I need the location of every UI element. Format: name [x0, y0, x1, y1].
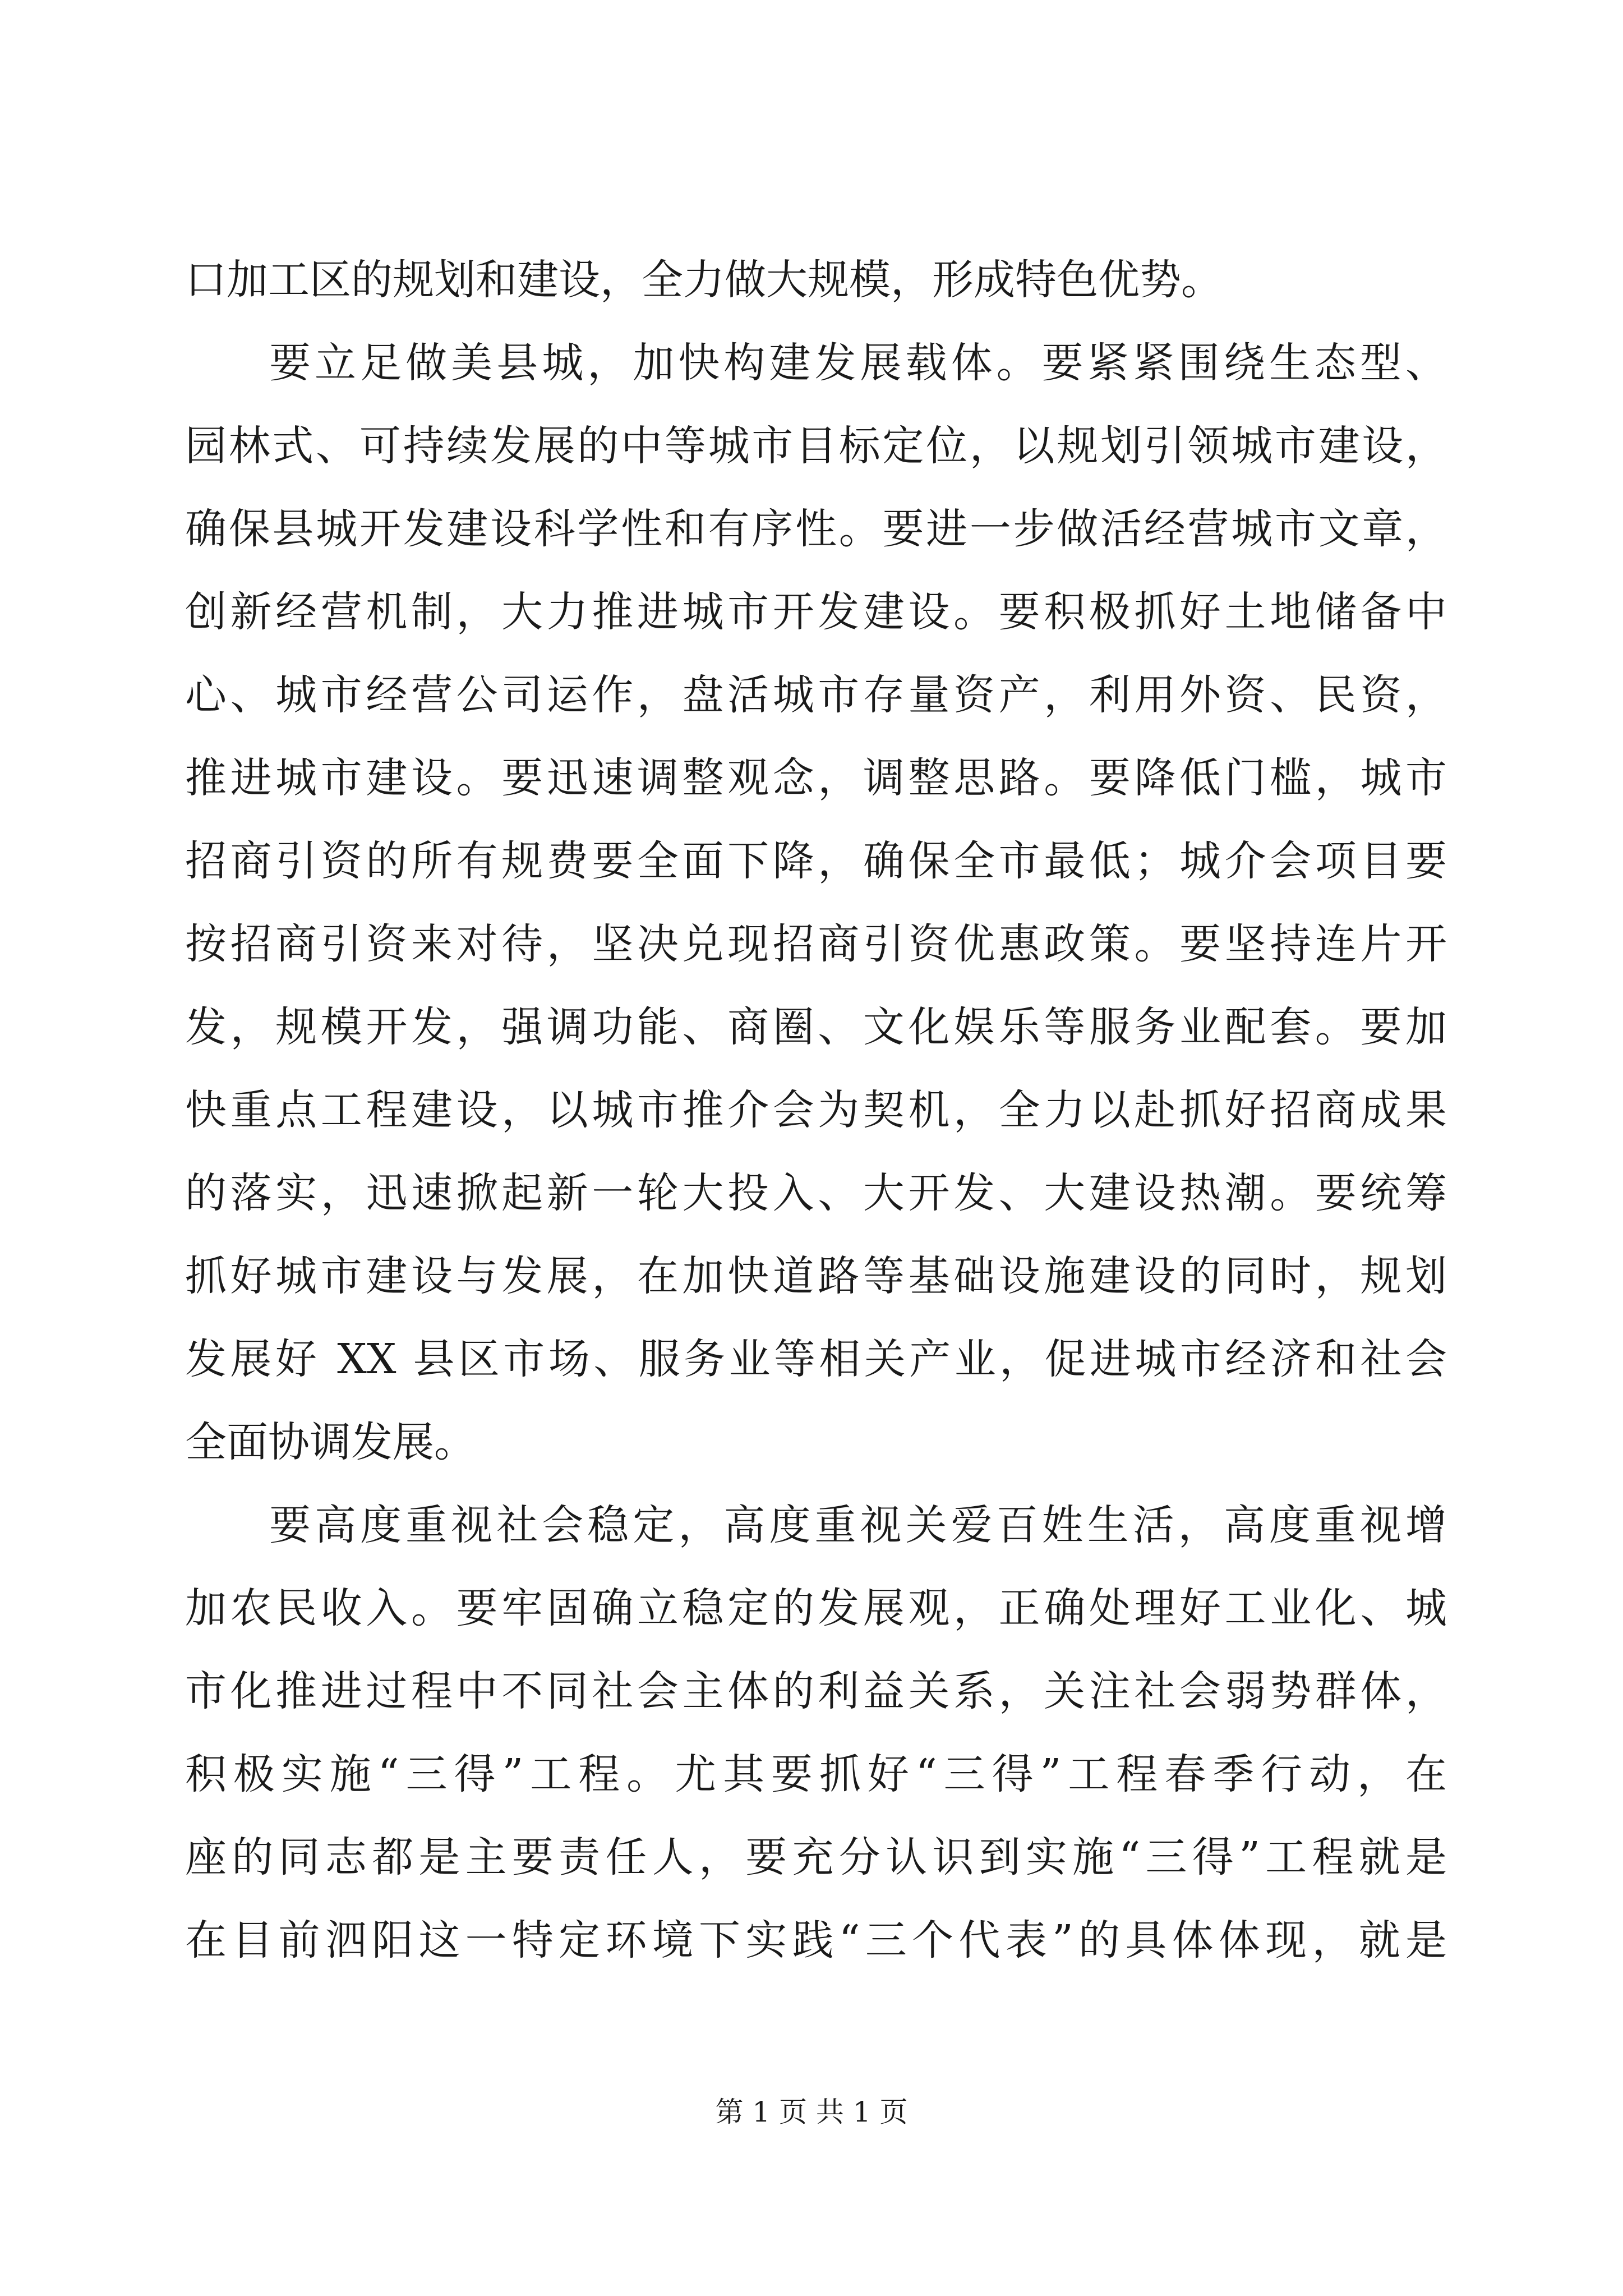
- paragraph-2-line-3: 确保县城开发建设科学性和有序性。要进一步做活经营城市文章，: [185, 505, 1447, 553]
- paragraph-3-line-5: 座的同志都是主要责任人，要充分认识到实施“三得”工程就是: [185, 1833, 1447, 1881]
- page-footer: 第 1 页 共 1 页: [715, 2096, 908, 2128]
- paragraph-2-line-14: 全面协调发展。: [185, 1418, 476, 1466]
- paragraph-3-line-3: 市化推进过程中不同社会主体的利益关系，关注社会弱势群体，: [185, 1667, 1447, 1715]
- paragraph-2-line-5: 心、城市经营公司运作，盘活城市存量资产，利用外资、民资，: [185, 671, 1447, 719]
- paragraph-2-line-7: 招商引资的所有规费要全面下降，确保全市最低；城介会项目要: [185, 837, 1447, 885]
- document-body: [185, 238, 1447, 1982]
- paragraph-3-line-2: 加农民收入。要牢固确立稳定的发展观，正确处理好工业化、城: [185, 1584, 1447, 1632]
- paragraph-2-line-1: 要立足做美县城，加快构建发展载体。要紧紧围绕生态型、: [269, 339, 1447, 387]
- paragraph-3-line-6: 在目前泗阳这一特定环境下实践“三个代表”的具体体现，就是: [185, 1916, 1447, 1964]
- paragraph-3-line-1: 要高度重视社会稳定，高度重视关爱百姓生活，高度重视增: [269, 1501, 1447, 1549]
- paragraph-2-line-12: 抓好城市建设与发展，在加快道路等基础设施建设的同时，规划: [185, 1252, 1447, 1300]
- paragraph-2-line-2: 园林式、可持续发展的中等城市目标定位，以规划引领城市建设，: [185, 422, 1447, 470]
- paragraph-2-line-11: 的落实，迅速掀起新一轮大投入、大开发、大建设热潮。要统筹: [185, 1169, 1447, 1217]
- paragraph-2-line-13: 发展好 XX 县区市场、服务业等相关产业，促进城市经济和社会: [185, 1335, 1447, 1383]
- paragraph-1-line-1: 口加工区的规划和建设，全力做大规模，形成特色优势。: [185, 256, 1223, 304]
- paragraph-2-line-6: 推进城市建设。要迅速调整观念，调整思路。要降低门槛，城市: [185, 754, 1447, 802]
- paragraph-2-line-8: 按招商引资来对待，坚决兑现招商引资优惠政策。要坚持连片开: [185, 920, 1447, 968]
- paragraph-2-line-4: 创新经营机制，大力推进城市开发建设。要积极抓好土地储备中: [185, 588, 1447, 636]
- paragraph-2-line-10: 快重点工程建设，以城市推介会为契机，全力以赴抓好招商成果: [185, 1086, 1447, 1134]
- paragraph-2-line-9: 发，规模开发，强调功能、商圈、文化娱乐等服务业配套。要加: [185, 1003, 1447, 1051]
- paragraph-3-line-4: 积极实施“三得”工程。尤其要抓好“三得”工程春季行动，在: [185, 1750, 1447, 1798]
